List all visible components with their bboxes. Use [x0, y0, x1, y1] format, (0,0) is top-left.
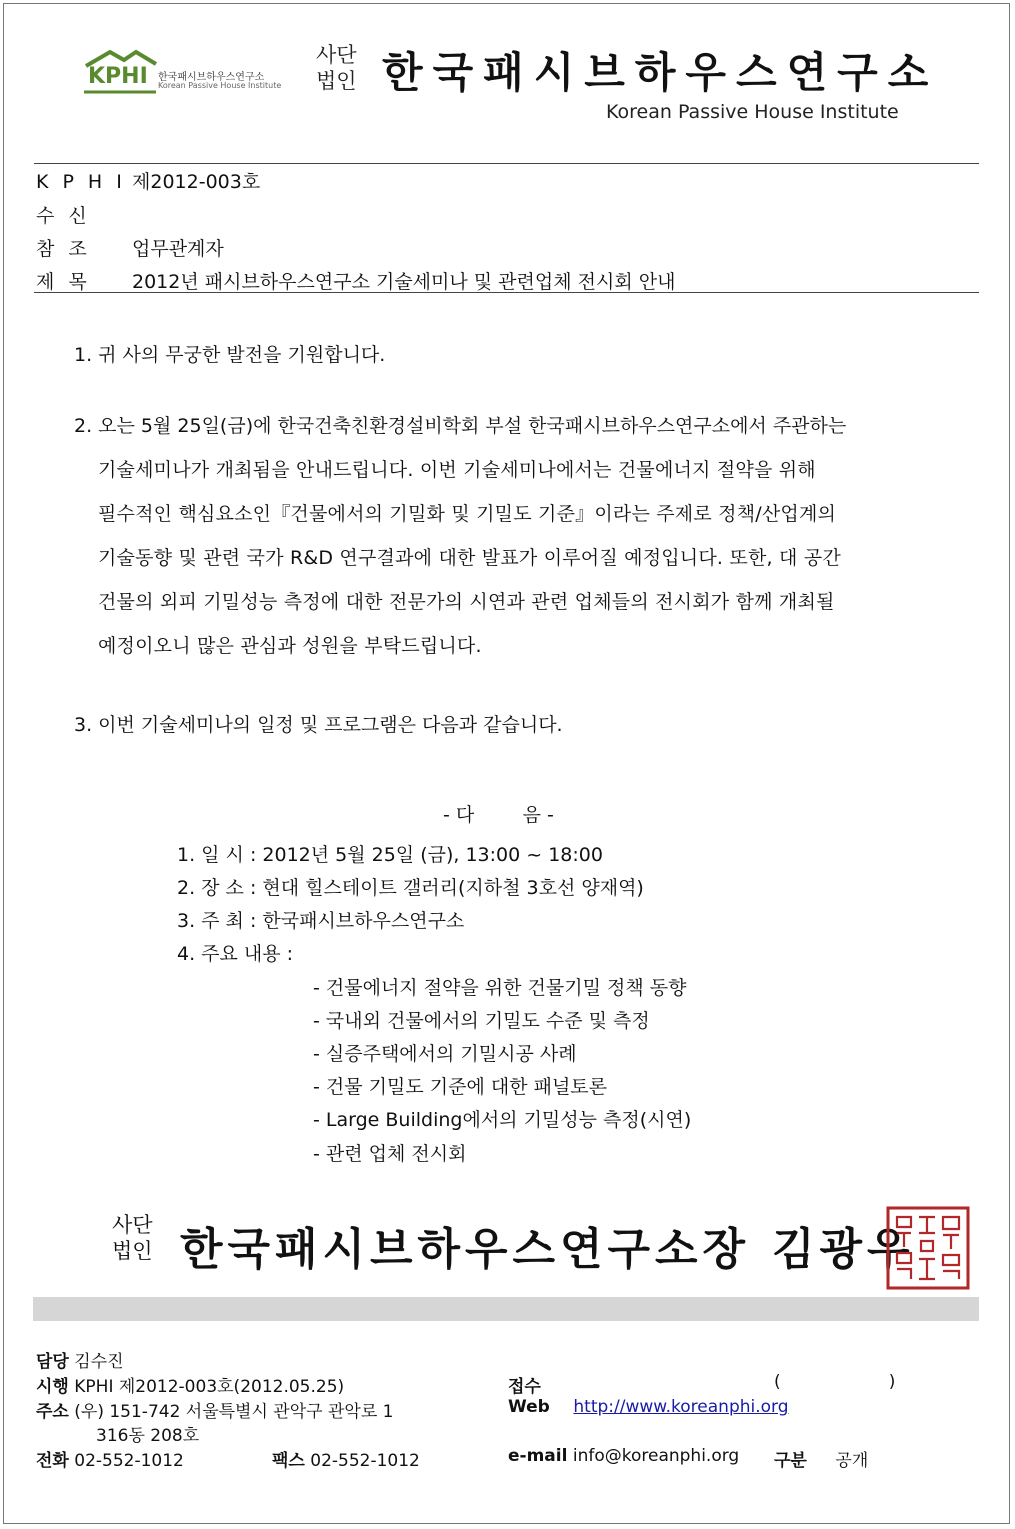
official-seal-icon: [885, 1205, 971, 1291]
signature-corp-line1: 사단: [112, 1213, 153, 1237]
signature-title: 한국패시브하우스연구소장: [180, 1224, 751, 1275]
footer-value: KPHI 제2012-003호(2012.05.25): [74, 1377, 345, 1397]
paragraph-3: 3. 이번 기술세미나의 일정 및 프로그램은 다음과 같습니다.: [74, 714, 563, 736]
footer-email: [508, 1446, 739, 1466]
topic-item: - 실증주택에서의 기밀시공 사례: [313, 1043, 577, 1065]
footer-value: 02-552-1012: [74, 1451, 184, 1471]
meta-key: KPHI: [36, 171, 136, 193]
footer-value: 02-552-1012: [310, 1451, 420, 1471]
meta-value: 업무관계자: [132, 238, 224, 260]
paragraph-2-line: 기술세미나가 개최됨을 안내드립니다. 이번 기술세미나에서는 건물에너지 절약을 위해: [98, 459, 816, 481]
footer-receipt: [508, 1372, 541, 1397]
footer-category: [774, 1446, 868, 1471]
meta-value: 2012년 패시브하우스연구소 기술세미나 및 관련업체 전시회 안내: [132, 271, 676, 293]
meta-key: 수신: [36, 205, 101, 227]
topic-item: - Large Building에서의 기밀성능 측정(시연): [313, 1109, 692, 1131]
logo-en-text: Korean Passive House Institute: [158, 81, 282, 90]
footer-label: 접수: [508, 1377, 541, 1397]
paragraph-2-line: 2. 오는 5월 25일(금)에 한국건축친환경설비학회 부설 한국패시브하우스연구소에서 주관하는: [74, 415, 847, 437]
signature-name: 김광우: [772, 1224, 915, 1275]
paragraph-2-line: 건물의 외피 기밀성능 측정에 대한 전문가의 시연과 관련 업체들의 전시회가 함께 개최될: [98, 591, 835, 613]
meta-recipient: [36, 201, 132, 228]
footer-value: 김수진: [74, 1352, 124, 1372]
meta-subject: [36, 267, 675, 294]
paragraph-1: 1. 귀 사의 무궁한 발전을 기원합니다.: [74, 344, 386, 366]
footer-value: 공개: [835, 1451, 869, 1471]
footer-address: [36, 1397, 393, 1422]
footer-phone: [36, 1446, 184, 1471]
meta-key: 참조: [36, 238, 101, 260]
footer-label: 팩스: [272, 1451, 305, 1471]
footer-label: 주소: [36, 1402, 69, 1422]
detail-item: 1. 일 시 : 2012년 5월 25일 (금), 13:00 ~ 18:00: [177, 844, 603, 866]
topic-item: - 건물에너지 절약을 위한 건물기밀 정책 동향: [313, 977, 687, 999]
paragraph-2-line: 기술동향 및 관련 국가 R&D 연구결과에 대한 발표가 이루어질 예정입니다. 또한, 대 공간: [98, 547, 841, 569]
meta-doc-number: [36, 167, 260, 194]
footer-label: 전화: [36, 1451, 69, 1471]
detail-item: 2. 장 소 : 현대 힐스테이트 갤러리(지하철 3호선 양재역): [177, 877, 644, 899]
footer-fax: [272, 1446, 420, 1471]
signature-corp-line2: 법인: [112, 1239, 153, 1263]
paragraph-2-line: 예정이오니 많은 관심과 성원을 부탁드립니다.: [98, 635, 482, 657]
da-eum-heading: - 다 음 -: [443, 804, 554, 826]
topic-item: - 국내외 건물에서의 기밀도 수준 및 측정: [313, 1010, 650, 1032]
detail-item: 4. 주요 내용 :: [177, 943, 294, 965]
detail-item: 3. 주 최 : 한국패시브하우스연구소: [177, 910, 465, 932]
footer-separator-bar: [33, 1297, 979, 1321]
footer-label: e-mail: [508, 1446, 568, 1466]
divider: [34, 163, 979, 164]
kphi-logo: [84, 46, 304, 96]
org-title: 한국패시브하우스연구소: [382, 48, 939, 97]
topic-item: - 관련 업체 전시회: [313, 1143, 467, 1165]
meta-key: 제목: [36, 271, 101, 293]
email-address[interactable]: info@koreanphi.org: [572, 1446, 740, 1466]
signature-corp-type: [112, 1212, 153, 1264]
corp-type: [316, 42, 357, 94]
footer-address-line2: 316동 208호: [96, 1426, 200, 1446]
footer-manager: [36, 1347, 124, 1372]
org-title-en: Korean Passive House Institute: [606, 101, 899, 123]
footer-receipt-value: ( ): [774, 1372, 896, 1392]
topic-item: - 건물 기밀도 기준에 대한 패널토론: [313, 1076, 608, 1098]
footer-label: 담당: [36, 1352, 69, 1372]
divider: [34, 292, 979, 293]
website-link[interactable]: http://www.koreanphi.org: [573, 1397, 789, 1417]
logo-kphi-text: KPHI: [88, 64, 148, 89]
logo-ko-text: 한국패시브하우스연구소: [158, 72, 265, 83]
footer-label: 구분: [774, 1451, 807, 1471]
meta-reference: [36, 234, 224, 261]
meta-value: 제2012-003호: [132, 171, 261, 193]
corp-type-line1: 사단: [316, 43, 357, 67]
footer-label: 시행: [36, 1377, 69, 1397]
footer-label: Web: [508, 1397, 550, 1417]
footer-value: (우) 151-742 서울특별시 관악구 관악로 1: [74, 1402, 394, 1422]
page-frame: [3, 3, 1010, 1524]
footer-web: [508, 1397, 789, 1417]
footer-issue: [36, 1372, 344, 1397]
paragraph-2-line: 필수적인 핵심요소인『건물에서의 기밀화 및 기밀도 기준』이라는 주제로 정책/산업계의: [98, 503, 837, 525]
corp-type-line2: 법인: [316, 69, 357, 93]
